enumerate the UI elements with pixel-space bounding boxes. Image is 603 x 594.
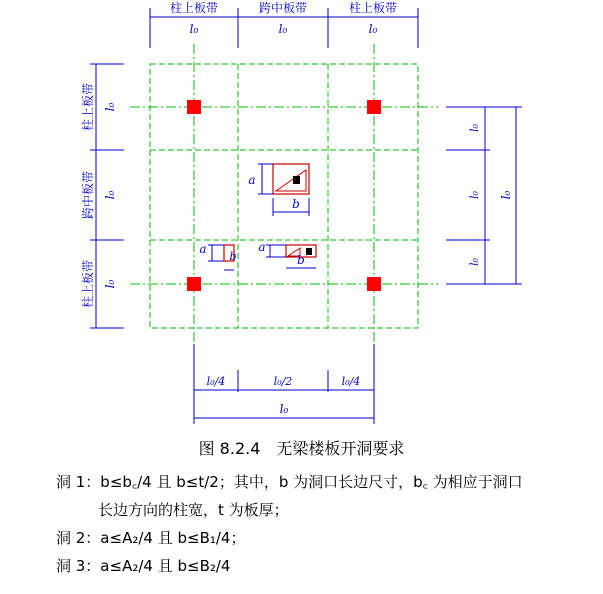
hole-2 xyxy=(248,164,309,216)
bottom-symbol-total: l₀ xyxy=(279,402,289,416)
bottom-dimension xyxy=(194,344,374,424)
hole-3-a-label: a xyxy=(258,240,266,254)
hole-1 xyxy=(199,242,236,270)
note-hole-1-cont: 长边方向的柱宽，t 为板厚； xyxy=(98,501,289,519)
figure-caption: 图 8.2.4 无梁楼板开洞要求 xyxy=(198,439,405,458)
left-symbol-3: l₀ xyxy=(103,279,117,289)
note-hole-3: 洞 3：a≤A₂/4 且 b≤B₂/4 xyxy=(56,557,231,575)
left-symbol-1: l₀ xyxy=(103,102,117,112)
right-symbol-2: l₀ xyxy=(468,191,481,199)
left-dimension xyxy=(80,64,124,328)
top-symbol-1: l₀ xyxy=(189,22,199,36)
bottom-symbol-3: l₀/4 xyxy=(341,375,361,388)
hole-2-a-label: a xyxy=(248,173,256,187)
hole-1-a-label: a xyxy=(199,242,207,256)
top-symbol-2: l₀ xyxy=(278,22,288,36)
left-symbol-2: l₀ xyxy=(103,190,117,200)
hole-3 xyxy=(258,240,316,268)
hole-3-b-label: b xyxy=(297,253,305,267)
requirement-notes xyxy=(56,468,596,580)
top-strip-label-1: 柱上板带 xyxy=(169,1,219,15)
top-strip-label-3: 柱上板带 xyxy=(348,1,398,15)
columns xyxy=(187,100,381,291)
top-symbol-3: l₀ xyxy=(368,22,378,36)
column-bottom-right xyxy=(367,277,381,291)
note-hole-1: 洞 1：b≤b꜀/4 且 b≤t/2；其中，b 为洞口长边尺寸，b꜀ 为相应于洞口 xyxy=(56,473,523,491)
right-symbol-total: l₀ xyxy=(499,190,513,200)
hole-2-b-label: b xyxy=(292,197,300,211)
column-top-right xyxy=(367,100,381,114)
right-dimension xyxy=(446,107,522,284)
right-symbol-1: l₀ xyxy=(468,124,481,132)
bottom-symbol-1: l₀/4 xyxy=(206,375,226,388)
top-dimension xyxy=(150,0,418,48)
left-strip-label-2: 跨中板带 xyxy=(81,170,95,220)
left-strip-label-1: 柱上板带 xyxy=(81,82,95,132)
bottom-symbol-2: l₀/2 xyxy=(273,375,293,388)
column-top-left xyxy=(187,100,201,114)
top-strip-label-2: 跨中板带 xyxy=(258,1,308,15)
hole-1-b-label: b xyxy=(229,250,237,263)
left-strip-label-3: 柱上板带 xyxy=(81,259,95,309)
note-hole-2: 洞 2：a≤A₂/4 且 b≤B₁/4； xyxy=(56,529,246,547)
column-bottom-left xyxy=(187,277,201,291)
right-symbol-3: l₀ xyxy=(468,258,481,266)
